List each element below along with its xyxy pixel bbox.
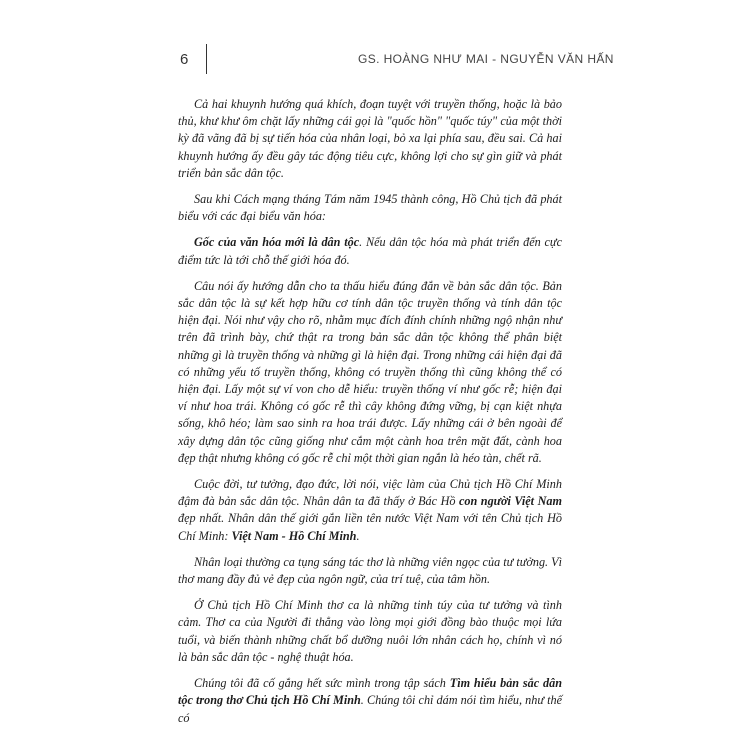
paragraph-text: . [356, 528, 360, 543]
paragraph [178, 597, 562, 666]
paragraph-text: Chúng tôi đã cố gắng hết sức mình trong tập sách [194, 676, 450, 691]
paragraph [178, 191, 562, 225]
paragraph [178, 675, 562, 727]
paragraph-text: Câu nói ấy hướng dẫn cho ta thấu hiểu đúng đắn về bản sắc dân tộc. Bản sắc dân tộc là sự kết hợp hữu cơ tính dân tộc truyền thống và tính dân tộc hiện đại. Nói như vậy cho rõ, nhằm mục đích đính chính những ngộ nhận như trên đã trình bày, chứ thật ra trong bản sắc dân tộc không thể phân biệt những gì là truyền thống và những gì là hiện đại. Trong những cái hiện đại đã có những yếu tố truyền thống, không có truyền thống thì cũng không thể có hiện đại. Lấy một sự ví von cho dễ hiểu: truyền thống ví như gốc rễ; hiện đại ví như hoa trái. Không có gốc rễ thì cây không đứng vững, bị cạn kiệt nhựa sống, khô héo; làm sao sinh ra hoa trái được. Lấy những cái ở bên ngoài để xây dựng dân tộc cũng giống như cắm một cành hoa trên mặt đất, cành hoa đẹp thật nhưng không có gốc rễ chỉ một thời gian ngắn là héo tàn, chết rã. [178, 278, 562, 465]
paragraph [178, 476, 562, 545]
paragraph-text: Sau khi Cách mạng tháng Tám năm 1945 thành công, Hồ Chủ tịch đã phát biểu với các đại biểu văn hóa: [178, 192, 562, 224]
header-divider [206, 44, 207, 74]
paragraph-text: Cuộc đời, tư tưởng, đạo đức, lời nói, việc làm của Chủ tịch Hồ Chí Minh đậm đà bản sắc dân tộc. Nhân dân ta đã thấy ở Bác Hồ [178, 477, 562, 509]
body-text [178, 96, 562, 736]
paragraph [178, 278, 562, 467]
paragraph-text: đẹp nhất. Nhân dân thế giới gắn liền tên nước Việt Nam với tên Chủ tịch Hồ Chí Minh: [178, 511, 562, 543]
page-header [0, 40, 750, 74]
paragraph-text: Ở Chủ tịch Hồ Chí Minh thơ ca là những tinh túy của tư tưởng và tình cảm. Thơ ca của Người đi thẳng vào lòng mọi giới đồng bào thuộc mọi lứa tuổi, và biến thành những chất bổ dưỡng nuôi lớn nhân cách họ, chính vì nó là bản sắc dân tộc - nghệ thuật hóa. [178, 598, 562, 664]
page-number: 6 [180, 51, 189, 68]
paragraph-text: Nhân loại thường ca tụng sáng tác thơ là những viên ngọc của tư tưởng. Vì thơ mang đầy đủ vẻ đẹp của ngôn ngữ, của trí tuệ, của tâm hồn. [178, 554, 562, 587]
paragraph [178, 554, 562, 588]
emphasis-text: Gốc của văn hóa mới là dân tộc [194, 235, 360, 250]
running-head: GS. HOÀNG NHƯ MAI - NGUYỄN VĂN HẤN [358, 52, 614, 66]
emphasis-text: Tìm hiểu bản sắc dân tộc trong thơ Chủ tịch Hồ Chí Minh [178, 676, 562, 708]
paragraph [178, 234, 562, 268]
paragraph-text: Cả hai khuynh hướng quá khích, đoạn tuyệt với truyền thống, hoặc là bảo thủ, khư khư ôm chặt lấy những cái gọi là "quốc hồn" "quốc túy" của một thời kỳ đã vãng đã bị sự tiến hóa của nhân loại, bỏ xa lại phía sau, đều sai. Cả hai khuynh hướng ấy đều gây tác động tiêu cực, không lợi cho sự gìn giữ và phát triển bản sắc dân tộc. [178, 97, 562, 180]
paragraph-text: . Nếu dân tộc hóa mà phát triển đến cực điểm tức là tới chỗ thế giới hóa đó. [178, 235, 562, 267]
emphasis-text: con người Việt Nam [459, 494, 562, 509]
emphasis-text: Việt Nam - Hồ Chí Minh [231, 528, 357, 543]
paragraph-text: . Chúng tôi chỉ dám nói tìm hiểu, như thế có [178, 693, 562, 725]
paragraph [178, 96, 562, 182]
